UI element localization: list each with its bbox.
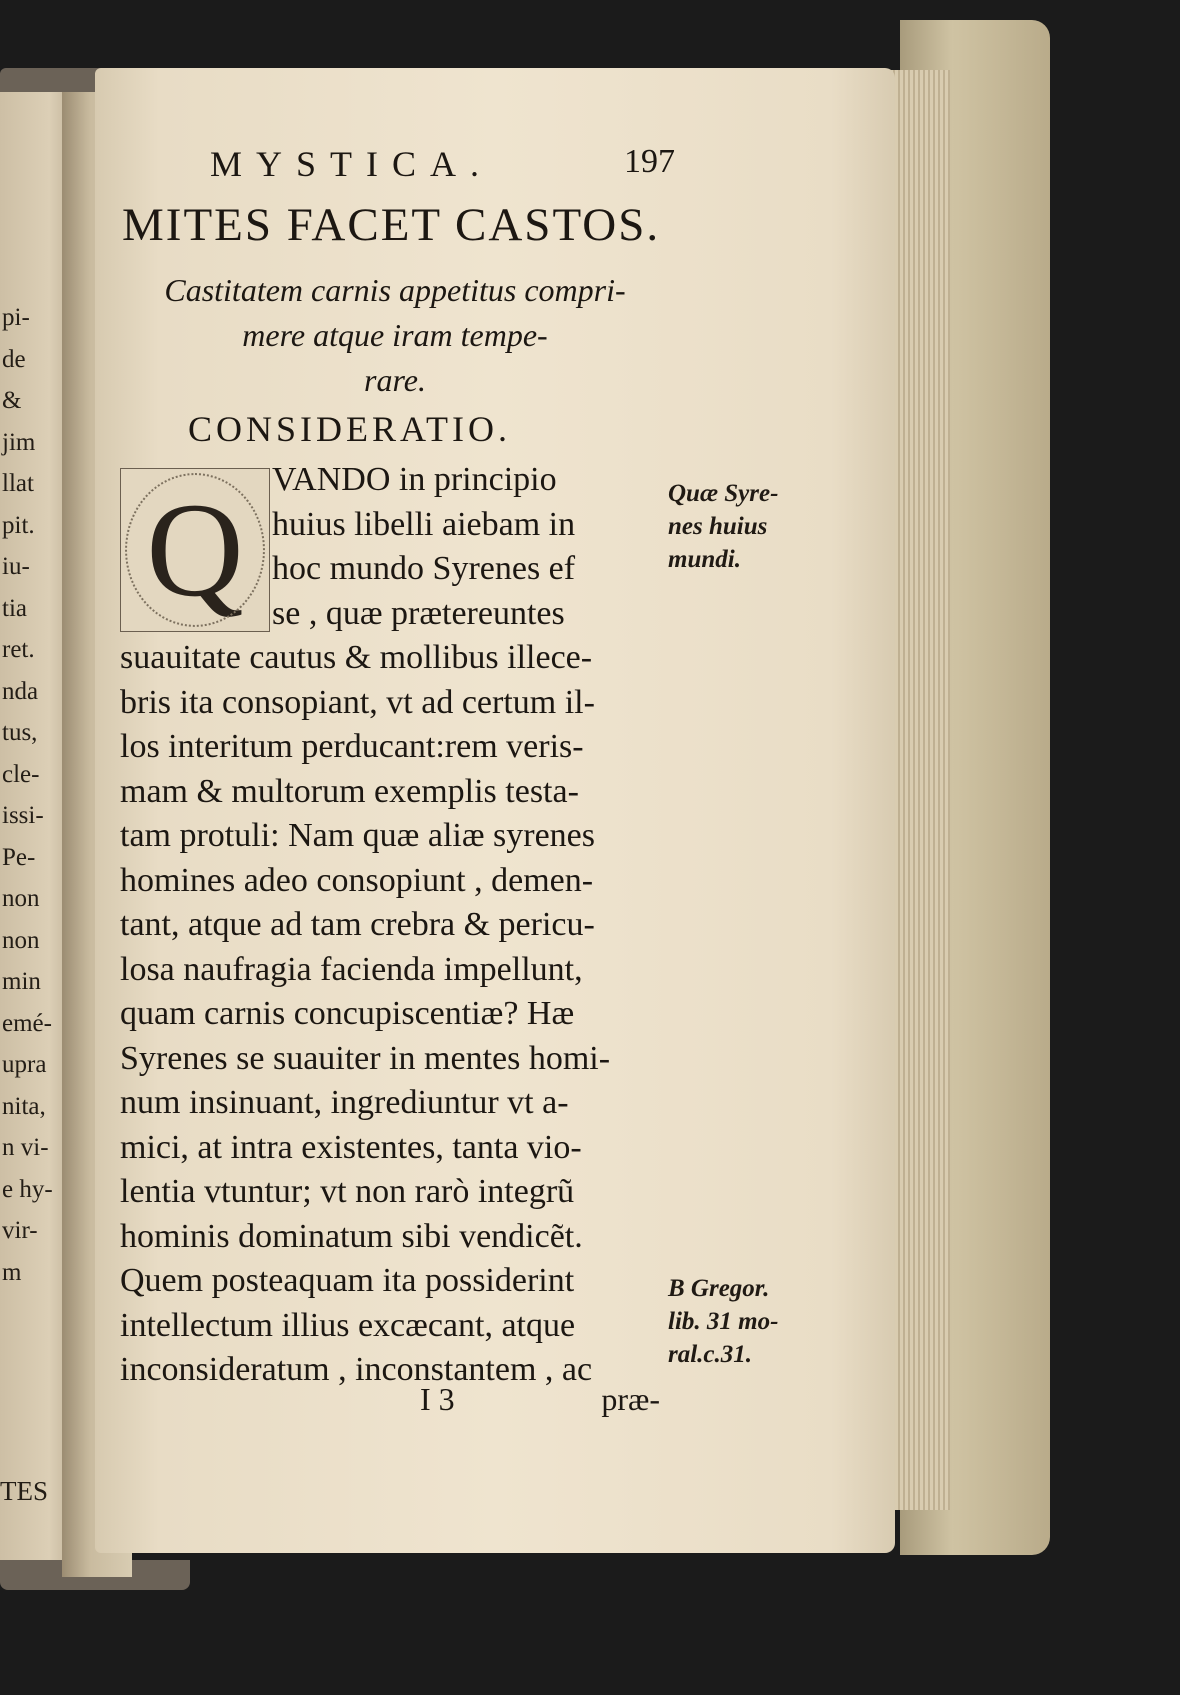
body-line: num insinuant, ingrediuntur vt a- [120, 1084, 569, 1121]
catchword: præ- [601, 1381, 660, 1417]
left-catchword: TES [0, 1476, 49, 1506]
body-line: huius libelli aiebam in [272, 505, 576, 543]
page-footer [420, 1381, 660, 1421]
body-line: tant, atque ad tam crebra & pericu- [120, 906, 595, 943]
subtitle: Castitatem carnis appetitus compri- mere atque iram tempe- rare. [164, 272, 626, 398]
body-line: intellectum illius excæcant, atque [120, 1306, 576, 1344]
body-line: Syrenes se suauiter in mentes homi- [120, 1039, 611, 1077]
page-header [210, 143, 675, 188]
body-line: Quem posteaquam ita possiderint [120, 1262, 575, 1299]
body-line: inconsideratum , inconstantem , ac [120, 1351, 593, 1388]
page-number: 197 [624, 143, 675, 180]
body-line: mici, at intra existentes, tanta vio- [120, 1128, 582, 1166]
body-line: VANDO in principio [272, 461, 557, 498]
body-line: hominis dominatum sibi vendicẽt. [120, 1217, 583, 1255]
consideratio-heading: CONSIDERATIO. [188, 409, 512, 449]
body-line: mam & multorum exemplis testa- [120, 772, 579, 810]
body-line: tam protuli: Nam quæ aliæ syrenes [120, 817, 595, 854]
body-line: quam carnis concupiscentiæ? Hæ [120, 995, 575, 1032]
left-margin-fragments: pi- de & jim llat pit. iu- tia ret. nda tus, cle- issi- Pe- non non min emé- upra nita, n vi- e hy- vir- m [2, 304, 53, 1286]
body-line: los interitum perducant:rem veris- [120, 728, 584, 765]
running-head: MYSTICA. [210, 144, 494, 184]
body-line: bris ita consopiant, vt ad certum il- [120, 683, 595, 721]
body-line: losa naufragia facienda impellunt, [120, 950, 583, 988]
body-line: homines adeo consopiunt , demen- [120, 861, 594, 899]
body-text [120, 458, 660, 1393]
signature-mark: I 3 [420, 1381, 455, 1417]
section-title: MITES FACET CASTOS. [122, 199, 661, 251]
body-line: se , quæ prætereuntes [272, 594, 565, 632]
body-line: suauitate cautus & mollibus illece- [120, 639, 593, 676]
side-note-gregor: B Gregor. lib. 31 mo- ral.c.31. [668, 1275, 779, 1368]
initial-letter: Q [146, 475, 244, 625]
body-line: hoc mundo Syrenes ef [272, 550, 576, 587]
body-line: lentia vtuntur; vt non rarò integrũ [120, 1173, 575, 1210]
side-note-syrenes: Quæ Syre- nes huius mundi. [668, 480, 779, 573]
